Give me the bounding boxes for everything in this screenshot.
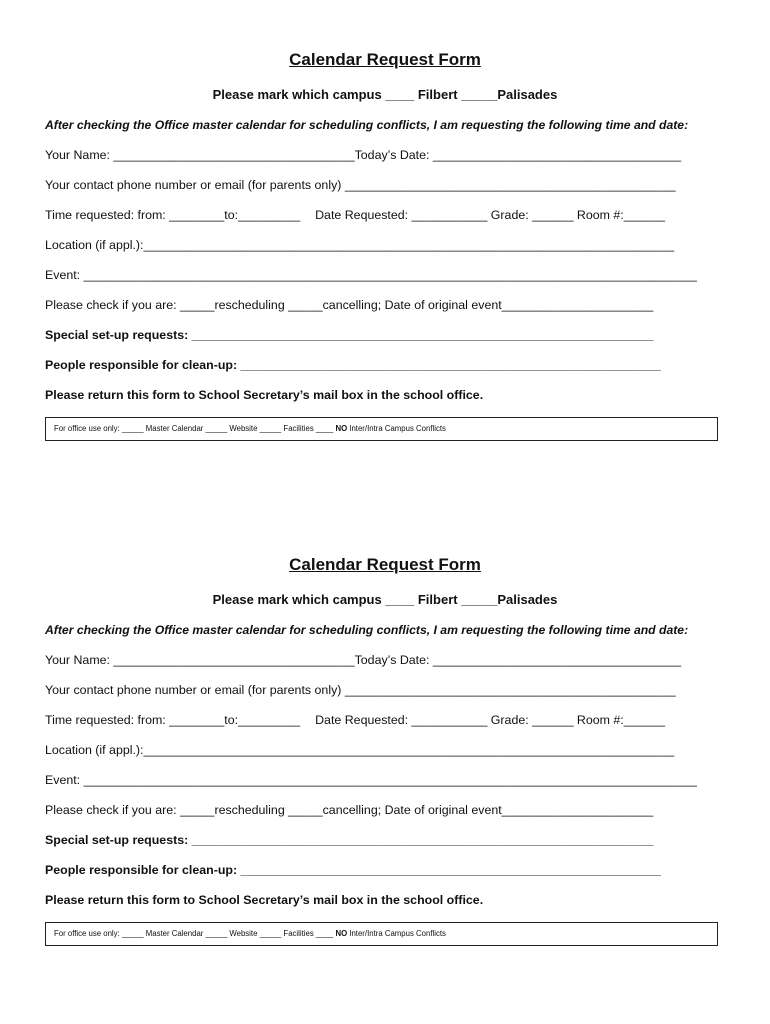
office-use-box — [45, 922, 718, 946]
campus-selection-line[interactable]: Please mark which campus ____ Filbert _____Palisades — [212, 592, 558, 607]
return-instructions: Please return this form to School Secretary’s mail box in the school office. — [45, 893, 484, 907]
office-no-label: NO — [335, 424, 348, 433]
calendar-request-form-2 — [0, 505, 770, 1010]
office-no-label: NO — [335, 929, 348, 938]
name-date-line[interactable]: Your Name: ___________________________________Today’s Date: ____________________________________ — [45, 653, 681, 667]
location-line[interactable]: Location (if appl.):_____________________________________________________________________________ — [45, 743, 675, 757]
time-date-line[interactable] — [45, 208, 665, 222]
event-line[interactable]: Event: _________________________________________________________________________________________ — [45, 773, 697, 787]
cleanup-line[interactable]: People responsible for clean-up: _____________________________________________________________ — [45, 863, 661, 877]
reschedule-cancel-line[interactable]: Please check if you are: _____rescheduling _____cancelling; Date of original event______________________ — [45, 803, 654, 817]
office-conflicts-label: Inter/Intra Campus Conflicts — [347, 929, 446, 938]
setup-requests-line[interactable]: Special set-up requests: ___________________________________________________________________ — [45, 833, 654, 847]
contact-line[interactable]: Your contact phone number or email (for parents only) ________________________________________________ — [45, 178, 676, 192]
calendar-request-form-1 — [0, 0, 770, 505]
setup-requests-line[interactable]: Special set-up requests: ___________________________________________________________________ — [45, 328, 654, 342]
time-date-line[interactable] — [45, 713, 665, 727]
campus-selection-line[interactable]: Please mark which campus ____ Filbert _____Palisades — [212, 87, 558, 102]
form-title: Calendar Request Form — [289, 555, 481, 574]
return-instructions: Please return this form to School Secretary’s mail box in the school office. — [45, 388, 484, 402]
office-use-text: For office use only: _____ Master Calendar _____ Website _____ Facilities ____ — [54, 424, 336, 433]
date-grade-room-field[interactable]: Date Requested: ___________ Grade: ______ Room #:______ — [315, 208, 666, 222]
time-requested-field[interactable]: Time requested: from: ________to:_________ — [45, 713, 301, 727]
office-use-box — [45, 417, 718, 441]
office-conflicts-label: Inter/Intra Campus Conflicts — [347, 424, 446, 433]
instructions-text: After checking the Office master calendar for scheduling conflicts, I am requesting the following time and date: — [45, 623, 689, 637]
date-grade-room-field[interactable]: Date Requested: ___________ Grade: ______ Room #:______ — [315, 713, 666, 727]
name-date-line[interactable]: Your Name: ___________________________________Today’s Date: ____________________________________ — [45, 148, 681, 162]
instructions-text: After checking the Office master calendar for scheduling conflicts, I am requesting the following time and date: — [45, 118, 689, 132]
time-requested-field[interactable]: Time requested: from: ________to:_________ — [45, 208, 301, 222]
cleanup-line[interactable]: People responsible for clean-up: _____________________________________________________________ — [45, 358, 661, 372]
event-line[interactable]: Event: _________________________________________________________________________________________ — [45, 268, 697, 282]
form-title: Calendar Request Form — [289, 50, 481, 69]
location-line[interactable]: Location (if appl.):_____________________________________________________________________________ — [45, 238, 675, 252]
reschedule-cancel-line[interactable]: Please check if you are: _____rescheduling _____cancelling; Date of original event______________________ — [45, 298, 654, 312]
office-use-text: For office use only: _____ Master Calendar _____ Website _____ Facilities ____ — [54, 929, 336, 938]
contact-line[interactable]: Your contact phone number or email (for parents only) ________________________________________________ — [45, 683, 676, 697]
